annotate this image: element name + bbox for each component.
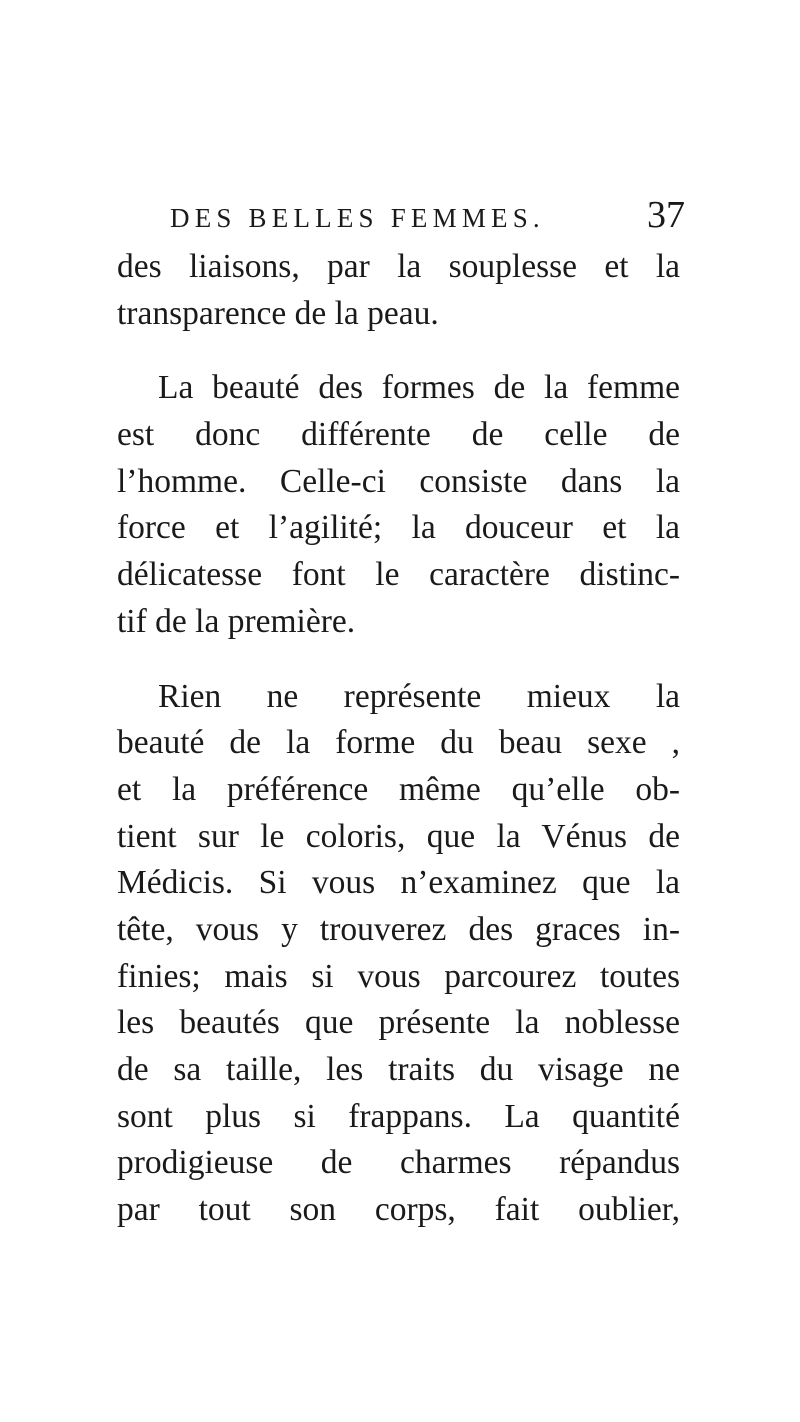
text-line: sont plus si frappans. La quantité xyxy=(117,1097,680,1135)
text-line: prodigieuse de charmes répandus xyxy=(117,1144,680,1182)
text-line: La beauté des formes de la femme xyxy=(158,369,680,407)
text-line: transparence de la peau. xyxy=(117,294,439,332)
text-line: est donc différente de celle de xyxy=(117,416,680,454)
paragraph-2 xyxy=(117,365,680,645)
paragraph-3 xyxy=(117,674,680,1234)
text-line: délicatesse font le caractère distinc- xyxy=(117,556,680,594)
text-line: tient sur le coloris, que la Vénus de xyxy=(117,817,680,855)
text-line: tif de la première. xyxy=(117,602,356,640)
text-line: force et l’agilité; la douceur et la xyxy=(117,509,680,547)
text-line: de sa taille, les traits du visage ne xyxy=(117,1051,680,1088)
text-line: finies; mais si vous parcourez toutes xyxy=(117,957,680,995)
text-line: des liaisons, par la souplesse et la xyxy=(117,248,680,285)
text-line: tête, vous y trouverez des graces in- xyxy=(117,910,680,948)
page-number: 37 xyxy=(647,194,685,236)
paragraph-1 xyxy=(117,244,680,337)
text-line: Médicis. Si vous n’examinez que la xyxy=(117,864,680,902)
running-head xyxy=(150,193,685,243)
text-line: Rien ne représente mieux la xyxy=(158,677,680,715)
text-line: par tout son corps, fait oublier, xyxy=(117,1191,680,1229)
body-text xyxy=(117,244,680,1234)
text-line: beauté de la forme du beau sexe , xyxy=(117,724,680,762)
running-title: DES BELLES FEMMES. xyxy=(170,203,545,233)
text-line: et la préférence même qu’elle ob- xyxy=(117,770,680,808)
text-line: les beautés que présente la noblesse xyxy=(117,1004,680,1042)
text-line: l’homme. Celle-ci consiste dans la xyxy=(117,462,680,500)
